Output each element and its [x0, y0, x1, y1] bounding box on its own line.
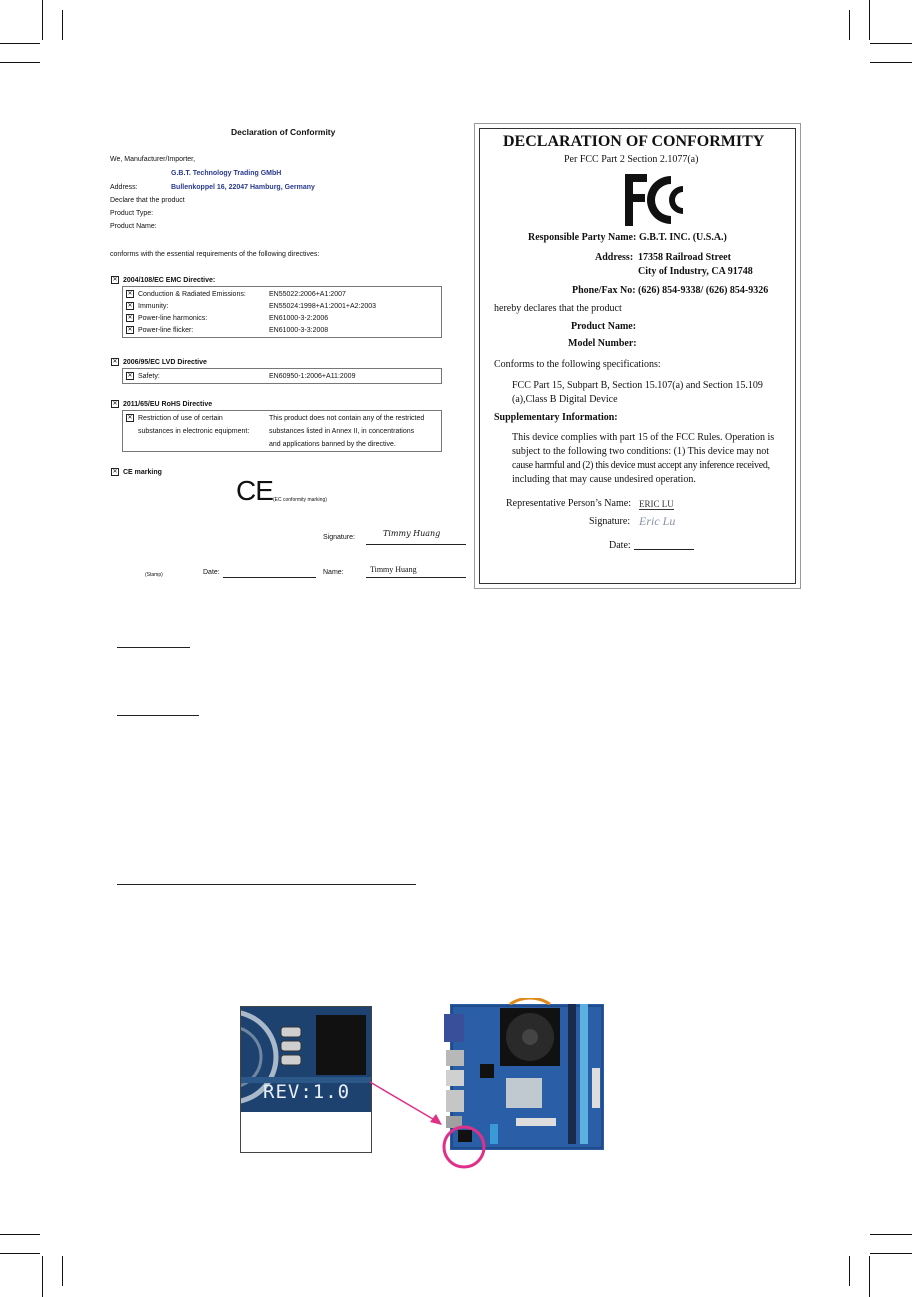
rohs-label: substances in electronic equipment:: [138, 428, 250, 435]
crop-mark: [869, 1256, 870, 1297]
checkbox-icon: ✕: [112, 401, 118, 407]
lvd-row-value: EN60950-1:2006+A11:2009: [269, 373, 356, 380]
crop-mark: [849, 10, 850, 40]
blank-underline: [117, 647, 190, 648]
checkbox-icon: ✕: [112, 277, 118, 283]
ce-logo: CE: [236, 475, 273, 506]
emc-row-value: EN55024:1998+A1:2001+A2:2003: [269, 303, 377, 310]
rohs-value: This product does not contain any of the restricted: [269, 415, 425, 422]
rev-label: REV:1.0: [263, 1081, 351, 1103]
ce-date-label: Date:: [203, 569, 220, 576]
ce-note: (EC conformity marking): [273, 497, 327, 503]
emc-row-value: EN61000-3-2:2006: [269, 315, 329, 322]
ce-signature-label: Signature:: [323, 534, 355, 541]
checkbox-icon: ✕: [127, 303, 133, 309]
fcc-date-line: [634, 549, 694, 550]
name-line: [366, 577, 466, 578]
ce-title: Declaration of Conformity: [231, 127, 336, 137]
crop-mark: [870, 62, 912, 63]
emc-row-value: EN55022:2006+A1:2007: [269, 291, 346, 298]
lvd-row-label: Safety:: [138, 373, 160, 380]
emc-row-value: EN61000-3-3:2008: [269, 327, 329, 334]
fcc-declaration: [479, 128, 794, 582]
crop-mark: [0, 43, 40, 44]
crop-mark: [849, 1256, 850, 1286]
fcc-phone: (626) 854-9338/ (626) 854-9326: [638, 285, 769, 296]
fcc-spec: (a),Class B Digital Device: [512, 394, 618, 405]
ce-marking: CE marking: [123, 469, 162, 476]
crop-mark: [62, 10, 63, 40]
rev-zoom-image: [240, 1006, 372, 1153]
ce-address: Bullenkoppel 16, 22047 Hamburg, Germany: [171, 184, 315, 191]
emc-row-label: Power-line harmonics:: [138, 315, 208, 322]
checkbox-icon: ✕: [127, 373, 133, 379]
fcc-sig: Eric Lu: [639, 514, 676, 528]
checkbox-icon: ✕: [127, 415, 133, 421]
ce-conforms: conforms with the essential requirements of the following directives:: [110, 251, 320, 258]
fcc-spec: FCC Part 15, Subpart B, Section 15.107(a) and Section 15.109: [512, 380, 763, 391]
ce-stamp: (Stamp): [145, 572, 163, 578]
ce-name: Timmy Huang: [370, 565, 417, 574]
date-line: [223, 577, 316, 578]
fcc-phone-label: Phone/Fax No:: [572, 285, 636, 296]
fcc-party: G.B.T. INC. (U.S.A.): [639, 232, 727, 243]
fcc-address1: 17358 Railroad Street: [638, 252, 731, 263]
rohs-value: substances listed in Annex II, in concentrations: [269, 428, 415, 435]
checkbox-icon: ✕: [112, 469, 118, 475]
signature-line: [366, 544, 466, 545]
fcc-logo-icon: [619, 170, 691, 230]
crop-mark: [869, 0, 870, 40]
crop-mark: [870, 43, 912, 44]
fcc-address-label: Address:: [595, 252, 634, 263]
fcc-rep-label: Representative Person’s Name:: [506, 498, 631, 509]
fcc-supp: cause harmful and (2) this device must accept any inference received,: [512, 460, 770, 471]
fcc-hereby: hereby declares that the product: [494, 303, 622, 314]
fcc-title: DECLARATION OF CONFORMITY: [503, 133, 765, 150]
checkbox-icon: ✕: [112, 359, 118, 365]
fcc-model-number: Model Number:: [568, 338, 637, 349]
checkbox-icon: ✕: [127, 315, 133, 321]
fcc-conforms: Conforms to the following specifications:: [494, 359, 661, 370]
fcc-party-label: Responsible Party Name:: [528, 232, 637, 243]
fcc-rep: ERIC LU: [639, 499, 674, 509]
fcc-sig-label: Signature:: [589, 516, 631, 527]
fcc-subtitle: Per FCC Part 2 Section 2.1077(a): [564, 154, 699, 165]
fcc-supp-title: Supplementary Information:: [494, 412, 618, 423]
fcc-supp: This device complies with part 15 of the FCC Rules. Operation is: [512, 432, 775, 443]
emc-row-label: Conduction & Radiated Emissions:: [138, 291, 246, 298]
rohs-value: and applications banned by the directive.: [269, 441, 396, 448]
fcc-date-label: Date:: [609, 540, 631, 551]
fcc-address2: City of Industry, CA 91748: [638, 266, 753, 277]
crop-mark: [0, 62, 40, 63]
checkbox-icon: ✕: [127, 327, 133, 333]
ce-address-label: Address:: [110, 184, 138, 191]
crop-mark: [0, 1253, 40, 1254]
ce-we-line: We, Manufacturer/Importer,: [110, 156, 196, 163]
checkbox-icon: ✕: [127, 291, 133, 297]
fcc-product-name: Product Name:: [571, 321, 637, 332]
ce-company: G.B.T. Technology Trading GMbH: [171, 170, 282, 177]
ce-signature: Timmy Huang: [383, 529, 441, 538]
rohs-title: 2011/65/EU RoHS Directive: [123, 401, 213, 408]
lvd-title: 2006/95/EC LVD Directive: [123, 359, 207, 366]
crop-mark: [0, 1234, 40, 1235]
blank-underline: [117, 715, 199, 716]
emc-row-label: Immunity:: [138, 303, 169, 310]
callout-arrow-icon: [370, 1070, 500, 1170]
ce-name-label: Name:: [323, 569, 344, 576]
fcc-supp: subject to the following two conditions: (1) This device may not: [512, 446, 769, 457]
ce-product-type: Product Type:: [110, 210, 154, 217]
crop-mark: [870, 1234, 912, 1235]
crop-mark: [62, 1256, 63, 1286]
crop-mark: [870, 1253, 912, 1254]
ce-declaration: [108, 124, 468, 584]
emc-title: 2004/108/EC EMC Directive:: [123, 277, 216, 284]
blank-underline: [117, 884, 416, 885]
crop-mark: [42, 1256, 43, 1297]
ce-declare: Declare that the product: [110, 197, 185, 204]
emc-row-label: Power-line flicker:: [138, 327, 194, 334]
ce-product-name: Product Name:: [110, 223, 157, 230]
fcc-supp: including that may cause undesired operation.: [512, 474, 696, 485]
crop-mark: [42, 0, 43, 40]
rohs-label: Restriction of use of certain: [138, 415, 223, 422]
